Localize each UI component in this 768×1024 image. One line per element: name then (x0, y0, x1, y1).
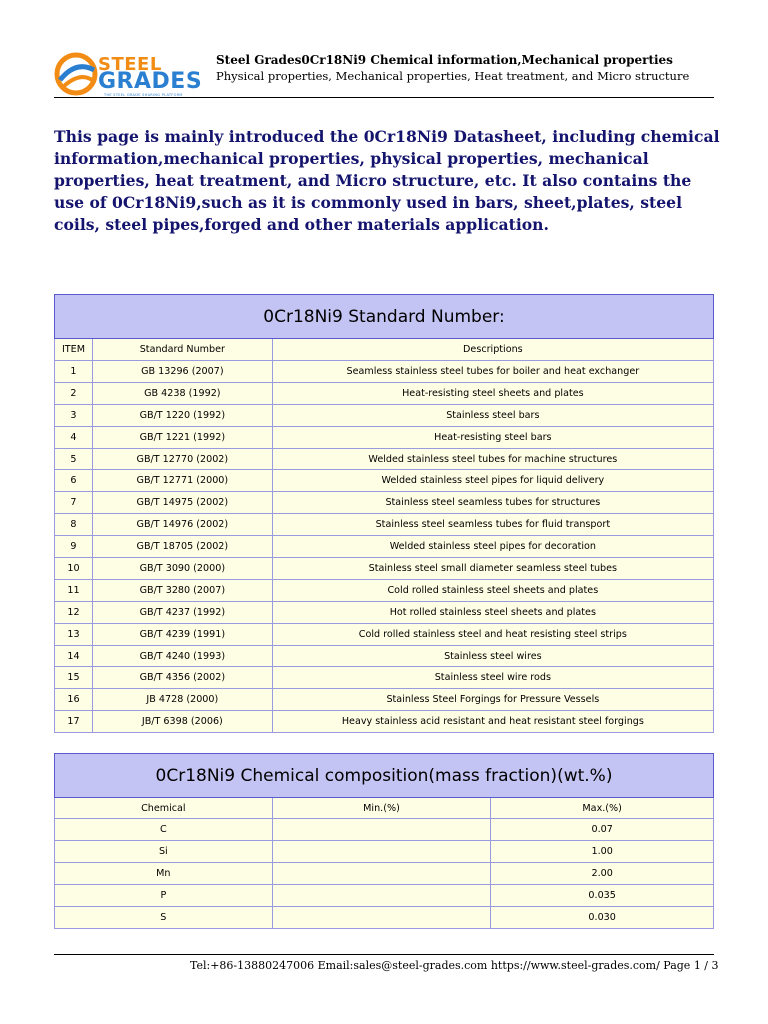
standards-cell: GB/T 1220 (1992) (92, 404, 272, 426)
standards-cell: GB/T 1221 (1992) (92, 426, 272, 448)
standards-cell: 7 (55, 492, 93, 514)
standards-cell: Cold rolled stainless steel and heat resisting steel strips (272, 623, 713, 645)
chemical-cell (272, 863, 491, 885)
table-row (55, 470, 714, 492)
chemical-cell: P (55, 885, 273, 907)
chemical-cell: 0.030 (491, 907, 714, 929)
standards-column-header: Standard Number (92, 339, 272, 361)
standards-cell: GB/T 14975 (2002) (92, 492, 272, 514)
standards-cell: GB 4238 (1992) (92, 382, 272, 404)
table-row (55, 689, 714, 711)
standards-cell: 15 (55, 667, 93, 689)
standards-cell: GB/T 3090 (2000) (92, 558, 272, 580)
table-row (55, 579, 714, 601)
standards-cell: GB/T 4356 (2002) (92, 667, 272, 689)
table-row (55, 601, 714, 623)
standards-cell: 4 (55, 426, 93, 448)
standards-cell: JB/T 6398 (2006) (92, 711, 272, 733)
standards-cell: Welded stainless steel pipes for decoration (272, 536, 713, 558)
table-row (55, 404, 714, 426)
standards-cell: Stainless steel wires (272, 645, 713, 667)
chemical-cell (272, 885, 491, 907)
standards-cell: Welded stainless steel tubes for machine structures (272, 448, 713, 470)
standards-cell: GB/T 18705 (2002) (92, 536, 272, 558)
standards-cell: GB/T 14976 (2002) (92, 514, 272, 536)
chemical-cell: 0.035 (491, 885, 714, 907)
table-row (55, 819, 714, 841)
standards-cell: Stainless Steel Forgings for Pressure Vessels (272, 689, 713, 711)
standards-cell: Stainless steel seamless tubes for fluid transport (272, 514, 713, 536)
chemical-caption: 0Cr18Ni9 Chemical composition(mass fraction)(wt.%) (55, 754, 714, 798)
standards-cell: 10 (55, 558, 93, 580)
chemical-composition-table (54, 753, 714, 929)
standards-cell: 1 (55, 361, 93, 383)
standards-cell: JB 4728 (2000) (92, 689, 272, 711)
chemical-cell (272, 819, 491, 841)
logo-word-steel: STEEL (98, 54, 162, 75)
chemical-cell (272, 841, 491, 863)
standards-cell: GB/T 4240 (1993) (92, 645, 272, 667)
standards-cell: Cold rolled stainless steel sheets and plates (272, 579, 713, 601)
table-row (55, 514, 714, 536)
standards-cell: Stainless steel bars (272, 404, 713, 426)
standards-cell: Stainless steel wire rods (272, 667, 713, 689)
standards-cell: 8 (55, 514, 93, 536)
logo-tagline: THE STEEL GRADE SHARING PLATFORM (104, 93, 183, 97)
standards-cell: 16 (55, 689, 93, 711)
chemical-cell: 1.00 (491, 841, 714, 863)
intro-paragraph: This page is mainly introduced the 0Cr18Ni9 Datasheet, including chemical information,mechanical properties, physical properties, mechanical properties, heat treatment, and Micro structure, etc. It also contains the use of 0Cr18Ni9,such as it is commonly used in bars, sheet,plates, steel coils, steel pipes,forged and other materials application. (54, 127, 720, 234)
standards-column-header: ITEM (55, 339, 93, 361)
table-row (55, 907, 714, 929)
table-row (55, 361, 714, 383)
standards-caption: 0Cr18Ni9 Standard Number: (55, 295, 714, 339)
standards-column-header: Descriptions (272, 339, 713, 361)
chemical-cell: 0.07 (491, 819, 714, 841)
table-row (55, 492, 714, 514)
page-header (54, 44, 714, 98)
standards-cell: 17 (55, 711, 93, 733)
table-row (55, 536, 714, 558)
standards-cell: Heat-resisting steel bars (272, 426, 713, 448)
standards-cell: Seamless stainless steel tubes for boiler and heat exchanger (272, 361, 713, 383)
header-subtitle: Physical properties, Mechanical properties, Heat treatment, and Micro structure (216, 69, 690, 83)
table-row (55, 667, 714, 689)
standards-cell: 3 (55, 404, 93, 426)
table-row (55, 426, 714, 448)
table-row (55, 623, 714, 645)
logo-swirl-icon (54, 52, 100, 96)
chemical-column-header: Max.(%) (491, 798, 714, 819)
chemical-cell: Mn (55, 863, 273, 885)
steel-grades-logo (54, 52, 214, 96)
chemical-column-header: Chemical (55, 798, 273, 819)
standards-cell: Heat-resisting steel sheets and plates (272, 382, 713, 404)
standards-cell: 11 (55, 579, 93, 601)
footer-contact: Tel:+86-13880247006 Email:sales@steel-grades.com https://www.steel-grades.com/ Page 1 / 3 (190, 959, 719, 972)
standards-header-row (55, 339, 714, 361)
chemical-cell: S (55, 907, 273, 929)
header-title: Steel Grades0Cr18Ni9 Chemical information,Mechanical properties (216, 53, 673, 67)
logo-word-grades: GRADES (98, 69, 203, 94)
chemical-column-header: Min.(%) (272, 798, 491, 819)
standards-cell: 14 (55, 645, 93, 667)
standards-cell: 9 (55, 536, 93, 558)
table-row (55, 711, 714, 733)
standards-cell: GB 13296 (2007) (92, 361, 272, 383)
table-row (55, 645, 714, 667)
standards-cell: Heavy stainless acid resistant and heat resistant steel forgings (272, 711, 713, 733)
standards-cell: Stainless steel small diameter seamless steel tubes (272, 558, 713, 580)
standards-cell: GB/T 12771 (2000) (92, 470, 272, 492)
standards-cell: Stainless steel seamless tubes for structures (272, 492, 713, 514)
table-row (55, 382, 714, 404)
table-row (55, 448, 714, 470)
standards-cell: 6 (55, 470, 93, 492)
table-row (55, 558, 714, 580)
standards-cell: 2 (55, 382, 93, 404)
standards-cell: 5 (55, 448, 93, 470)
standards-table (54, 294, 714, 733)
standards-cell: GB/T 4237 (1992) (92, 601, 272, 623)
standards-cell: GB/T 4239 (1991) (92, 623, 272, 645)
standards-cell: 13 (55, 623, 93, 645)
chemical-cell: C (55, 819, 273, 841)
standards-cell: Welded stainless steel pipes for liquid delivery (272, 470, 713, 492)
page-footer (54, 954, 719, 972)
standards-cell: GB/T 3280 (2007) (92, 579, 272, 601)
table-row (55, 863, 714, 885)
chemical-cell (272, 907, 491, 929)
chemical-header-row (55, 798, 714, 819)
chemical-cell: Si (55, 841, 273, 863)
table-row (55, 885, 714, 907)
chemical-cell: 2.00 (491, 863, 714, 885)
table-row (55, 841, 714, 863)
standards-cell: Hot rolled stainless steel sheets and plates (272, 601, 713, 623)
standards-cell: 12 (55, 601, 93, 623)
standards-cell: GB/T 12770 (2002) (92, 448, 272, 470)
